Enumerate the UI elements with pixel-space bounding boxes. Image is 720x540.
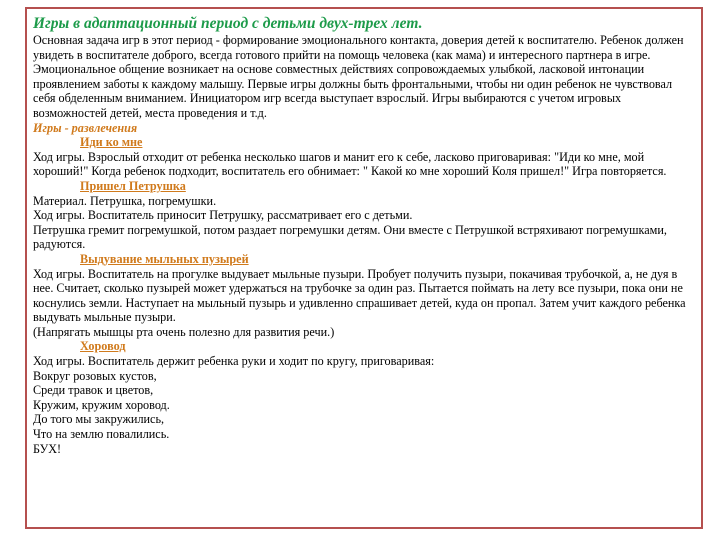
slide-frame — [25, 7, 703, 529]
poem-line: Среди травок и цветов, — [33, 383, 154, 398]
game-text: Ход игры. Воспитатель приносит Петрушку, рассматривает его с детьми. — [33, 208, 413, 223]
poem-line: Что на землю повалились. — [33, 427, 170, 442]
page-title: Игры в адаптационный период с детьми двух-трех лет. — [33, 15, 423, 32]
game-text: Ход игры. Взрослый отходит от ребенка несколько шагов и манит его к себе, ласково приговаривая: "Иди ко мне, мой хороший!" Когда ребенок подходит, воспитатель его обнимает: " Какой ко мне хороший Коля пришел!" Игра повторяется. — [33, 149, 667, 179]
game-text: Материал. Петрушка, погремушки. — [33, 193, 217, 208]
game-heading-round-dance: Хоровод — [80, 339, 126, 354]
poem-line: Кружим, кружим хоровод. — [33, 397, 170, 412]
game-text: Петрушка гремит погремушкой, потом раздает погремушки детям. Они вместе с Петрушкой встряхивают погремушками, радуются. — [33, 222, 667, 252]
game-text: Ход игры. Воспитатель на прогулке выдувает мыльные пузыри. Пробует получить пузыри, покачивая трубочкой, а, не дуя в нее. Считает, сколько пузырей может удержаться на трубочке за один раз. Пытается поймать на лету все пузыри, пока они не коснулись земли. Наступает на мыльный пузырь и удивленно спрашивает детей, куда он пропал. Затем учит каждого ребенка выдувать мыльные пузыри. — [33, 266, 686, 325]
game-text: (Напрягать мышцы рта очень полезно для развития речи.) — [33, 324, 335, 339]
intro-paragraph: Основная задача игр в этот период - формирование эмоционального контакта, доверия детей к воспитателю. Ребенок должен увидеть в воспитателе доброго, всегда готового прийти на помощь человека (как мама) и интересного партнера в игре. Эмоциональное общение возникает на основе совместных действиях сопровождаемых улыбкой, ласковой интонации проявлением заботы к каждому малышу. Первые игры должны быть фронтальными, чтобы ни один ребенок не чувствовал себя обделенным вниманием. Инициатором игр всегда выступает взрослый. Игры выбираются с учетом игровых возможностей детей, места проведения и т.д. — [33, 33, 684, 120]
game-heading-come-to-me: Иди ко мне — [80, 135, 143, 150]
section-heading: Игры - развлечения — [33, 120, 138, 135]
poem-line: Вокруг розовых кустов, — [33, 368, 157, 383]
game-text: Ход игры. Воспитатель держит ребенка руки и ходит по кругу, приговаривая: — [33, 354, 435, 369]
poem-line: БУХ! — [33, 441, 62, 456]
game-heading-petrushka: Пришел Петрушка — [80, 178, 186, 193]
game-heading-bubbles: Выдувание мыльных пузырей — [80, 251, 249, 266]
poem-line: До того мы закружились, — [33, 412, 165, 427]
